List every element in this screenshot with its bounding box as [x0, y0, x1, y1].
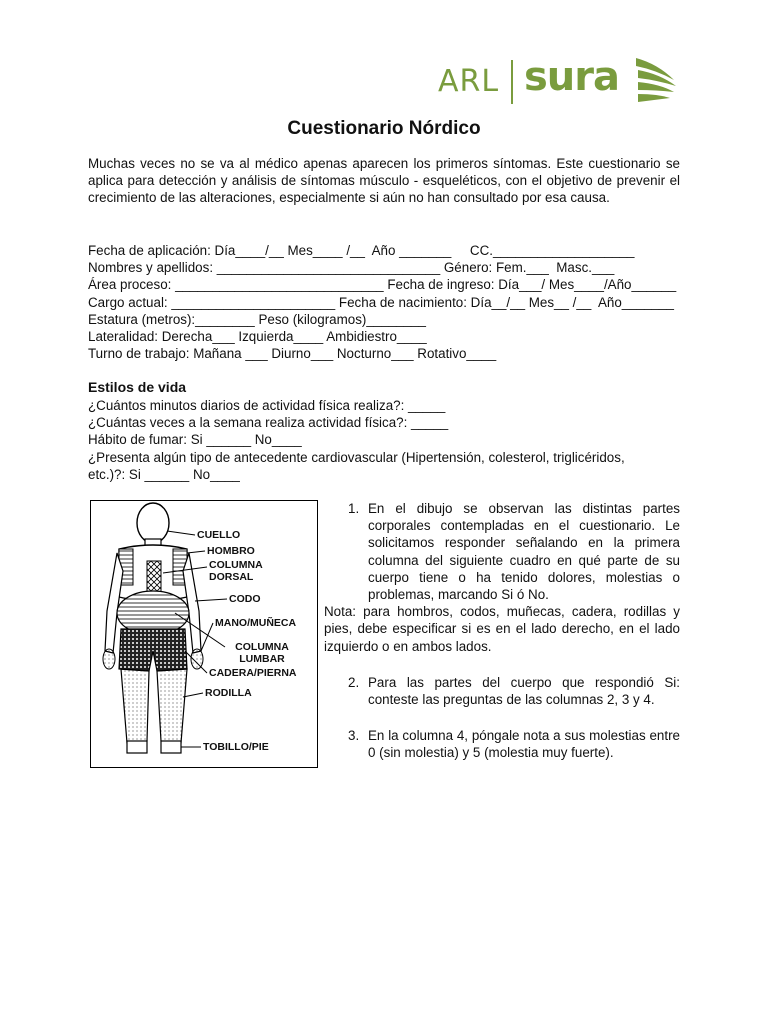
page-title: Cuestionario Nórdico	[287, 118, 481, 139]
lifestyle-heading: Estilos de vida	[88, 379, 187, 395]
figure-label-columna-lumbar: COLUMNA LUMBAR	[235, 641, 289, 665]
field-line-estatura[interactable]: Estatura (metros):________ Peso (kilogramos)________	[88, 311, 426, 327]
lifestyle-question[interactable]: ¿Cuántos minutos diarios de actividad física realiza?: _____	[88, 398, 446, 413]
field-line-turno[interactable]: Turno de trabajo: Mañana ___ Diurno___ Nocturno___ Rotativo____	[88, 346, 497, 362]
instruction-text: Para las partes del cuerpo que respondió Si: conteste las preguntas de las columnas 2, 3 y 4.	[368, 674, 680, 708]
figure-label-tobillo: TOBILLO/PIE	[203, 741, 269, 753]
field-line-lateralidad[interactable]: Lateralidad: Derecha___ Izquierda____ Ambidiestro____	[88, 329, 427, 345]
instruction-text: En el dibujo se observan las distintas partes corporales contempladas en el cuestionario. Le solicitamos responder señalando en la primera columna del siguiente cuadro en qué parte de su cuerpo tiene o ha tenido dolores, molestias o problemas, marcando Si ó No.	[368, 501, 680, 603]
figure-label-mano: MANO/MUÑECA	[215, 617, 297, 629]
figure-label-cadera: CADERA/PIERNA	[209, 667, 297, 679]
figure-label-hombro: HOMBRO	[207, 545, 255, 557]
logo-arl-text: ARL	[438, 64, 500, 99]
figure-label-cuello: CUELLO	[197, 529, 241, 541]
personal-data-fields	[88, 242, 676, 362]
instruction-item-2	[324, 674, 680, 708]
figure-label-rodilla: RODILLA	[205, 687, 252, 699]
body-diagram	[90, 500, 318, 768]
field-line-area[interactable]: Área proceso: ____________________________ Fecha de ingreso: Día___/ Mes____/Año______	[88, 277, 677, 293]
figure-label-columna-dorsal: COLUMNA DORSAL	[209, 559, 263, 583]
instruction-number: 3.	[348, 728, 360, 744]
instruction-text: En la columna 4, póngale nota a sus molestias entre 0 (sin molestia) y 5 (molestia muy fuerte).	[368, 728, 680, 761]
lifestyle-question[interactable]: ¿Cuántas veces a la semana realiza actividad física?: _____	[88, 415, 449, 431]
lifestyle-questions	[88, 397, 625, 483]
field-line-nombres[interactable]: Nombres y apellidos: ______________________________ Género: Fem.___ Masc.___	[88, 260, 615, 276]
sura-swoosh-icon	[634, 54, 678, 108]
instruction-note: Nota: para hombros, codos, muñecas, cadera, rodillas y pies, debe especificar si es en el lado derecho, en el lado izquierdo o en ambos lados.	[324, 604, 680, 654]
logo-divider	[511, 60, 513, 104]
instruction-number: 2.	[348, 674, 360, 690]
figure-label-codo: CODO	[229, 593, 261, 605]
instruction-number: 1.	[348, 501, 360, 516]
instruction-item-3	[324, 727, 680, 761]
lifestyle-question[interactable]: Hábito de fumar: Si ______ No____	[88, 432, 302, 448]
field-line-cargo[interactable]: Cargo actual: ______________________ Fecha de nacimiento: Día__/__ Mes__ /__ Año_______	[88, 294, 674, 310]
field-line-fecha[interactable]: Fecha de aplicación: Día____/__ Mes____ /__ Año _______ CC.___________________	[88, 243, 635, 258]
lifestyle-question[interactable]: etc.)?: Si ______ No____	[88, 466, 240, 482]
logo-sura-text: sura	[524, 54, 620, 100]
instructions	[324, 500, 680, 762]
instruction-item-1	[324, 500, 680, 603]
arl-sura-logo	[438, 52, 678, 110]
lifestyle-question[interactable]: ¿Presenta algún tipo de antecedente cardiovascular (Hipertensión, colesterol, triglicéridos,	[88, 449, 625, 465]
intro-paragraph: Muchas veces no se va al médico apenas aparecen los primeros síntomas. Este cuestionario se aplica para detección y análisis de síntomas músculo - esqueléticos, con el objetivo de prevenir el crecimiento de las alteraciones, especialmente si aún no han consultado por esa causa.	[88, 156, 680, 205]
